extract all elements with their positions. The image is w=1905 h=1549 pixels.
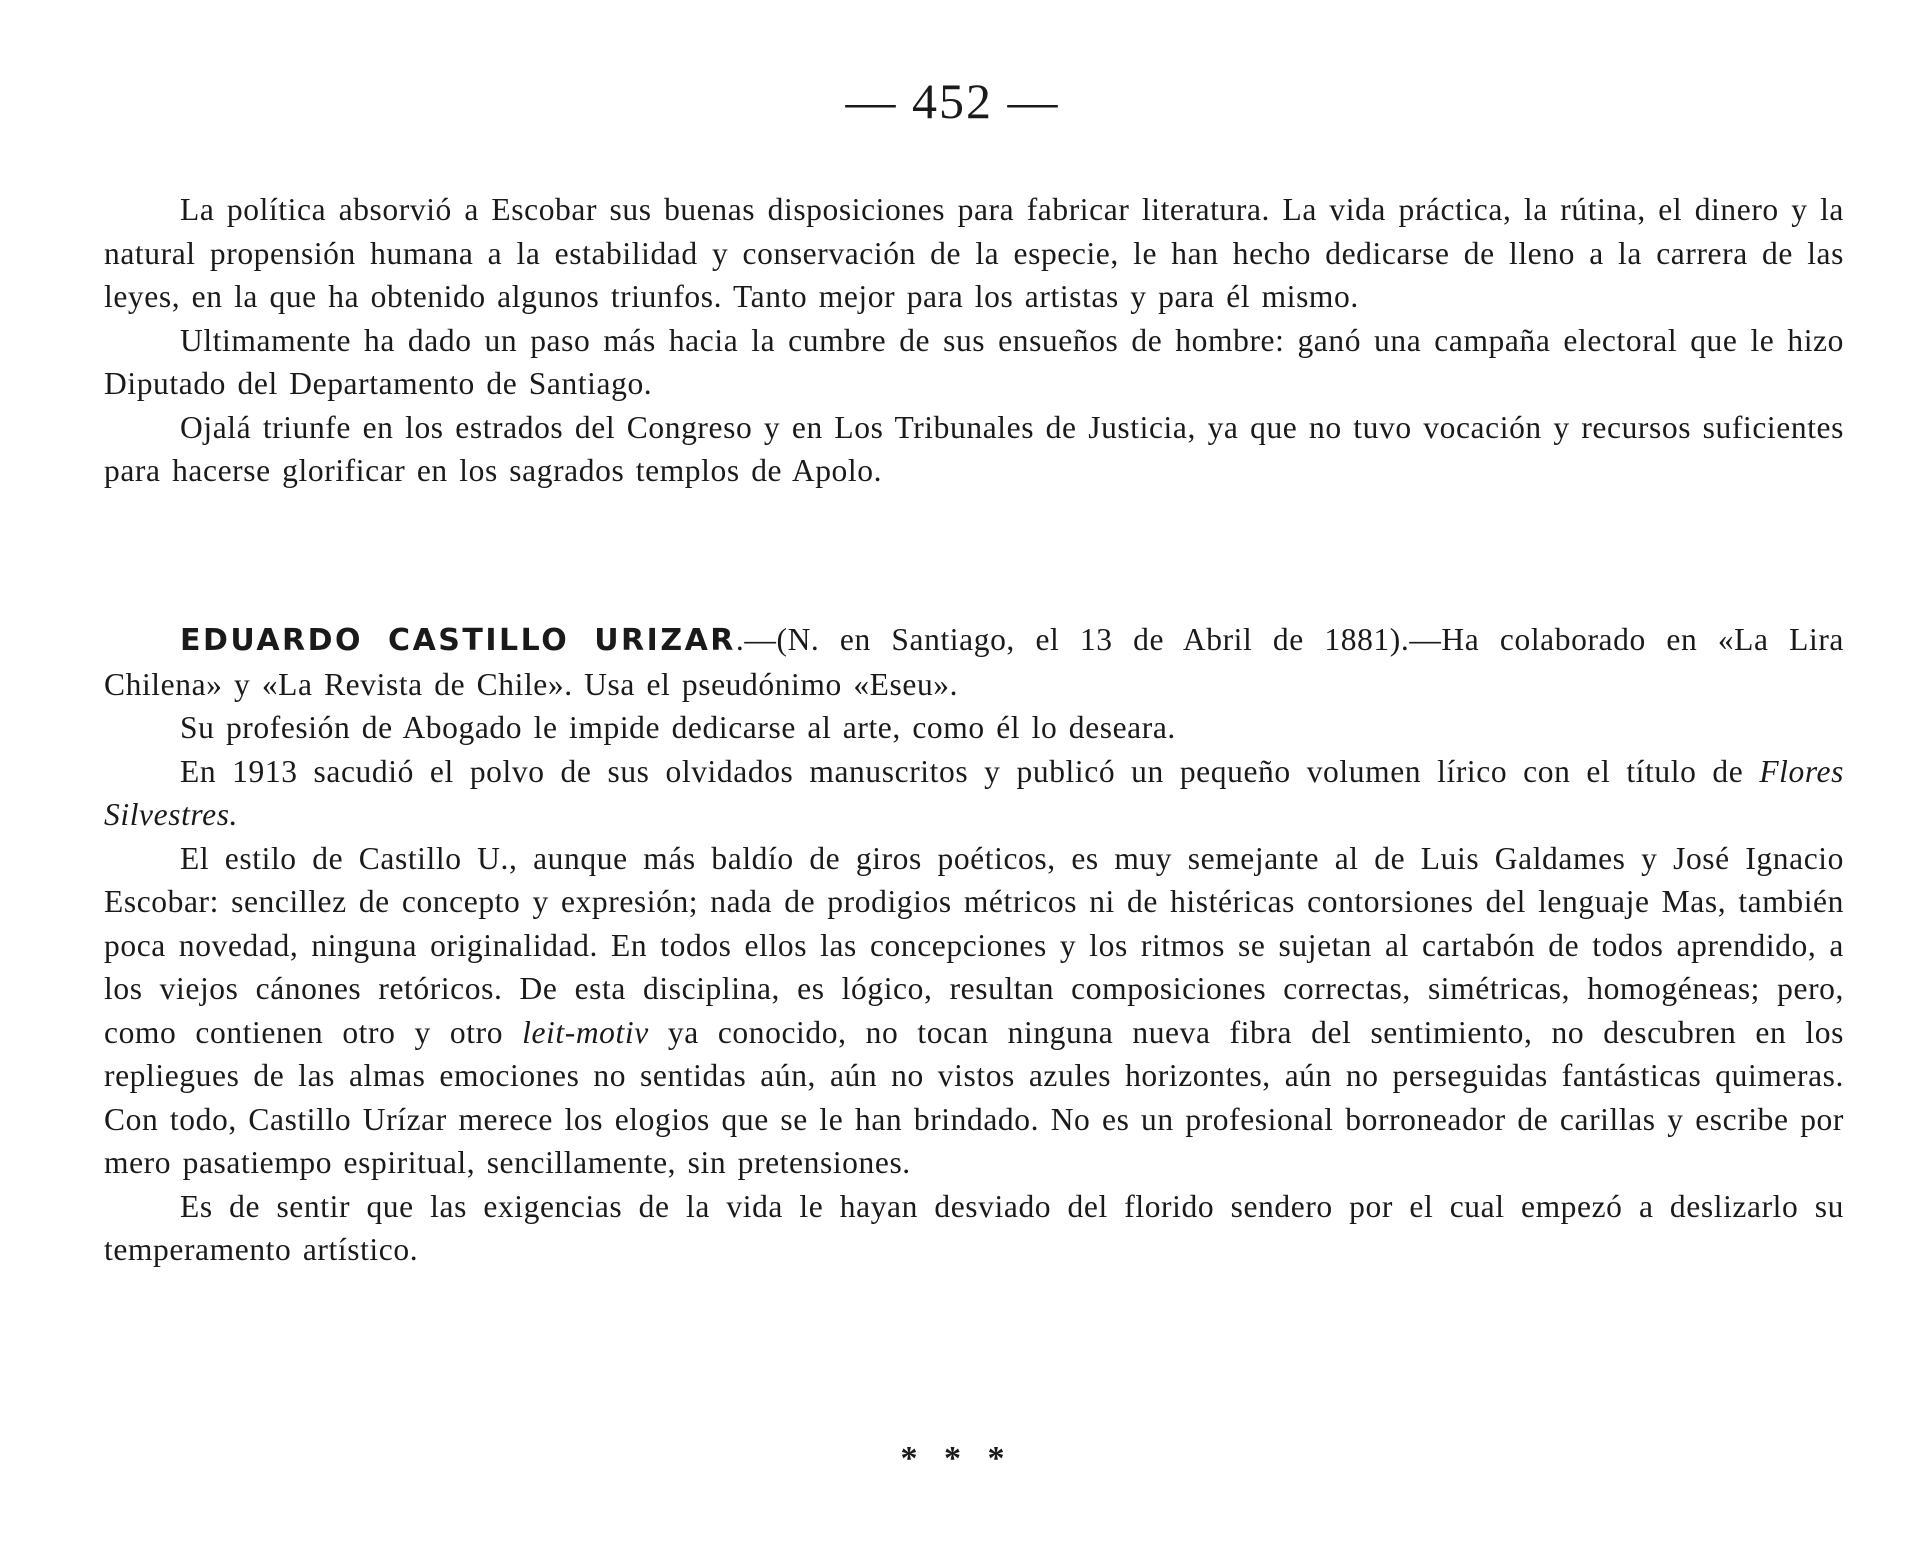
paragraph	[104, 837, 1844, 1185]
escobar-section	[104, 188, 1844, 493]
paragraph-text: ya conocido, no tocan ninguna nueva fibra del sentimiento, no descubren en los repliegues de las almas emociones no sentidas aún, aún no vistos azules horizontes, aún no perseguidas fantásticas quimeras. Con todo, Castillo Urízar merece los elogios que se le han brindado. No es un profesional borroneador de carillas y escribe por mero pasatiempo espiritual, sencillamente, sin pretensiones.	[104, 1014, 1844, 1180]
paragraph: Su profesión de Abogado le impide dedicarse al arte, como él lo deseara.	[180, 710, 1176, 745]
paragraph-text: En 1913 sacudió el polvo de sus olvidados manuscritos y publicó un pequeño volumen lírico con el título de	[180, 753, 1760, 789]
paragraph: Ultimamente ha dado un paso más hacia la cumbre de sus ensueños de hombre: ganó una campaña electoral que le hizo Diputado del Departamento de Santiago.	[104, 322, 1844, 401]
paragraph	[104, 750, 1844, 837]
paragraph-text: El estilo de Castillo U., aunque más baldío de giros poéticos, es muy semejante al de Luis Galdames y José Ignacio Escobar: sencillez de concepto y expresión; nada de prodigios métricos ni de histéricas contorsiones del lenguaje Mas, también poca novedad, ninguna originalidad. En todos ellos las concepciones y los ritmos se sujetan al cartabón de todos aprendido, a los viejos cánones retóricos. De esta disciplina, es lógico, resultan composiciones correctas, simétricas, homogéneas; pero, como contienen otro y otro	[104, 840, 1844, 1050]
section-ornament: * * *	[900, 1440, 1005, 1477]
paragraph: La política absorvió a Escobar sus buenas disposiciones para fabricar literatura. La vida práctica, la rútina, el dinero y la natural propensión humana a la estabilidad y conservación de la especie, le han hecho dedicarse de lleno a la carrera de las leyes, en la que ha obtenido algunos triunfos. Tanto mejor para los artistas y para él mismo.	[104, 192, 1844, 314]
author-entry-details: .—(N. en Santiago, el 13 de Abril de 1881).—Ha colaborado en «La Lira Chilena» y «La Revista de Chile». Usa el pseudónimo «Eseu».	[104, 622, 1845, 702]
page-number: — 452 —	[845, 73, 1060, 129]
book-title: Flores Silvestres.	[104, 753, 1844, 832]
paragraph: Ojalá triunfe en los estrados del Congreso y en Los Tribunales de Justicia, ya que no tuvo vocación y recursos suficientes para hacerse glorificar en los sagrados templos de Apolo.	[104, 409, 1844, 488]
castillo-urizar-section	[104, 618, 1844, 1272]
paragraph: Es de sentir que las exigencias de la vida le hayan desviado del florido sendero por el cual empezó a deslizarlo su temperamento artístico.	[104, 1188, 1844, 1267]
italic-term: leit-motiv	[522, 1014, 649, 1050]
author-entry-paragraph	[104, 618, 1844, 706]
author-name-heading: EDUARDO CASTILLO URIZAR	[180, 623, 736, 658]
